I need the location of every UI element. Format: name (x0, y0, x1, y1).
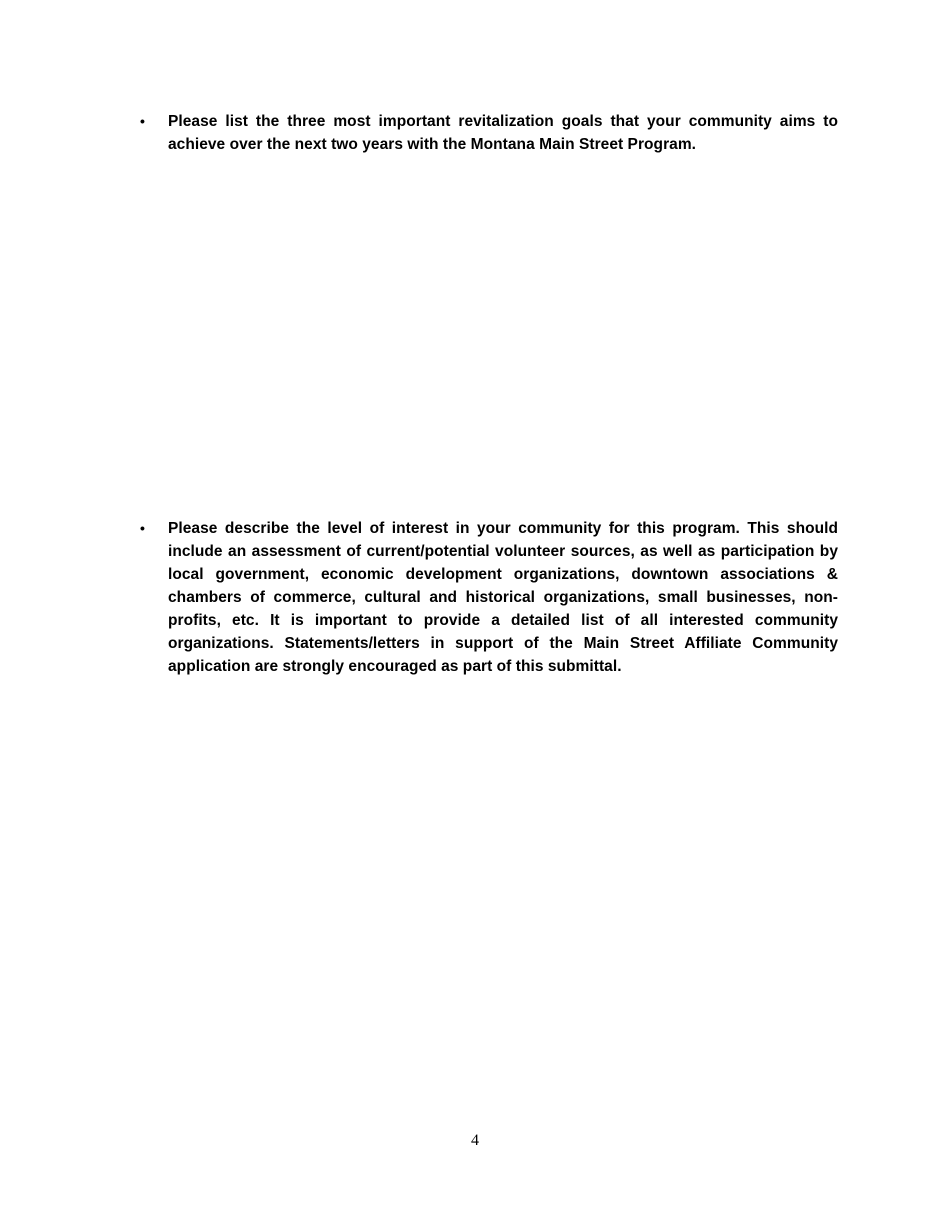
bullet-marker: • (140, 113, 145, 129)
page-number: 4 (471, 1132, 479, 1149)
question-interest-text: Please describe the level of interest in your community for this program. This should include an assessment of current/potential volunteer sources, as well as participation by local government, economic development organizations, downtown associations & chambers of commerce, cultural and historical organizations, small businesses, non-profits, etc. It is important to provide a detailed list of all interested community organizations. Statements/letters in support of the Main Street Affiliate Community application are strongly encouraged as part of this submittal. (168, 520, 838, 675)
bullet-marker: • (140, 520, 145, 536)
question-goals-text: Please list the three most important revitalization goals that your community aims to achieve over the next two years with the Montana Main Street Program. (168, 113, 838, 153)
question-interest (140, 517, 838, 678)
question-goals (140, 110, 838, 156)
